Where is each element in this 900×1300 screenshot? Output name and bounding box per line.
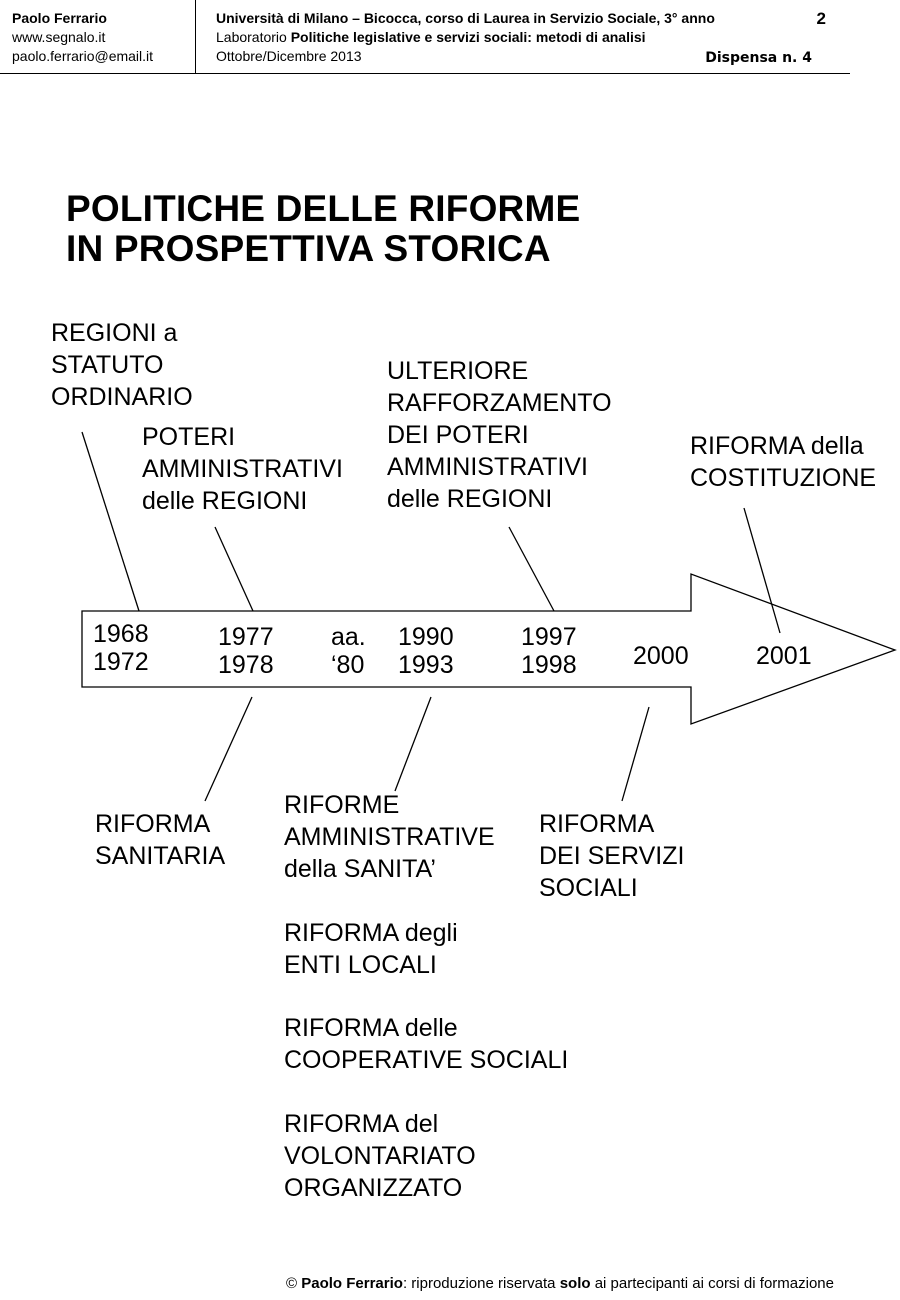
label-riforma-costituzione bbox=[690, 430, 876, 494]
period-line: 1977 bbox=[218, 623, 274, 651]
label-line: DEI POTERI bbox=[387, 421, 529, 449]
title-line-2: IN PROSPETTIVA STORICA bbox=[66, 228, 551, 269]
period-2001 bbox=[756, 642, 812, 670]
label-line: SOCIALI bbox=[539, 874, 638, 902]
header-email: paolo.ferrario@email.it bbox=[12, 48, 154, 64]
label-line: COSTITUZIONE bbox=[690, 464, 877, 492]
period-line: aa. bbox=[331, 623, 366, 651]
label-line: RAFFORZAMENTO bbox=[387, 389, 612, 417]
label-line: REGIONI a bbox=[51, 319, 178, 347]
header-website: www.segnalo.it bbox=[12, 29, 106, 45]
label-riforma-sanitaria bbox=[95, 808, 225, 872]
header-handout: Dispensa n. 4 bbox=[705, 50, 812, 66]
footer-copyright bbox=[286, 1275, 834, 1292]
label-line: COOPERATIVE SOCIALI bbox=[284, 1046, 569, 1074]
connector-regioni bbox=[82, 432, 139, 611]
label-riforma-cooperative-sociali bbox=[284, 1012, 568, 1076]
footer-text-1: : riproduzione riservata bbox=[402, 1275, 560, 1292]
label-riforma-volontariato bbox=[284, 1108, 476, 1204]
period-line: 1993 bbox=[398, 651, 454, 679]
label-line: ORGANIZZATO bbox=[284, 1174, 463, 1202]
header-author: Paolo Ferrario bbox=[12, 10, 107, 26]
label-line: delle REGIONI bbox=[387, 485, 553, 513]
header-lab-prefix: Laboratorio bbox=[216, 29, 291, 45]
label-line: RIFORMA delle bbox=[284, 1014, 458, 1042]
label-line: DEI SERVIZI bbox=[539, 842, 685, 870]
period-line: 1990 bbox=[398, 623, 454, 651]
title-line-1: POLITICHE DELLE RIFORME bbox=[66, 188, 581, 229]
label-regioni-statuto-ordinario bbox=[51, 317, 193, 413]
label-ulteriore-rafforzamento bbox=[387, 355, 612, 515]
period-line: 2001 bbox=[756, 642, 812, 670]
period-1968-1972 bbox=[93, 620, 149, 676]
connector-rafforzamento bbox=[509, 527, 554, 611]
connector-servizi bbox=[622, 707, 649, 801]
footer-solo: solo bbox=[559, 1275, 591, 1292]
connector-sanita bbox=[395, 697, 431, 791]
label-line: AMMINISTRATIVI bbox=[142, 455, 343, 483]
header-period: Ottobre/Dicembre 2013 bbox=[216, 48, 362, 64]
label-riforme-amministrative-sanita bbox=[284, 789, 495, 885]
header-university: Università di Milano – Bicocca, corso di Laurea in Servizio Sociale, 3° anno bbox=[216, 10, 715, 26]
label-riforma-servizi-sociali bbox=[539, 808, 684, 904]
period-line: 2000 bbox=[633, 642, 689, 670]
label-line: STATUTO bbox=[51, 351, 164, 379]
label-line: RIFORME bbox=[284, 791, 400, 819]
label-line: AMMINISTRATIVI bbox=[387, 453, 588, 481]
period-anni-80 bbox=[331, 623, 366, 679]
footer-copyright-symbol: © bbox=[286, 1275, 302, 1292]
period-line: 1998 bbox=[521, 651, 577, 679]
label-line: SANITARIA bbox=[95, 842, 226, 870]
period-1977-1978 bbox=[218, 623, 274, 679]
period-1990-1993 bbox=[398, 623, 454, 679]
label-line: VOLONTARIATO bbox=[284, 1142, 476, 1170]
connector-sanitaria bbox=[205, 697, 252, 801]
period-line: 1972 bbox=[93, 648, 149, 676]
label-line: RIFORMA del bbox=[284, 1110, 439, 1138]
period-2000 bbox=[633, 642, 689, 670]
header-lab-title: Politiche legislative e servizi sociali: metodi di analisi bbox=[290, 29, 646, 45]
label-line: RIFORMA degli bbox=[284, 919, 458, 947]
connector-poteri bbox=[215, 527, 253, 611]
label-line: RIFORMA bbox=[95, 810, 211, 838]
period-line: ‘80 bbox=[331, 651, 365, 679]
footer-author: Paolo Ferrario bbox=[301, 1275, 403, 1292]
label-line: RIFORMA della bbox=[690, 432, 864, 460]
label-line: della SANITA’ bbox=[284, 855, 436, 883]
period-line: 1997 bbox=[521, 623, 577, 651]
period-1997-1998 bbox=[521, 623, 577, 679]
period-line: 1968 bbox=[93, 620, 149, 648]
label-line: POTERI bbox=[142, 423, 236, 451]
connector-costituzione bbox=[744, 508, 780, 633]
label-line: ENTI LOCALI bbox=[284, 951, 437, 979]
period-line: 1978 bbox=[218, 651, 274, 679]
page-number: 2 bbox=[816, 9, 826, 28]
label-line: ORDINARIO bbox=[51, 383, 193, 411]
label-line: AMMINISTRATIVE bbox=[284, 823, 495, 851]
label-line: RIFORMA bbox=[539, 810, 655, 838]
label-line: delle REGIONI bbox=[142, 487, 308, 515]
label-riforma-enti-locali bbox=[284, 917, 458, 981]
label-poteri-amministrativi bbox=[142, 421, 343, 517]
label-line: ULTERIORE bbox=[387, 357, 529, 385]
footer-text-2: ai partecipanti ai corsi di formazione bbox=[590, 1275, 834, 1292]
